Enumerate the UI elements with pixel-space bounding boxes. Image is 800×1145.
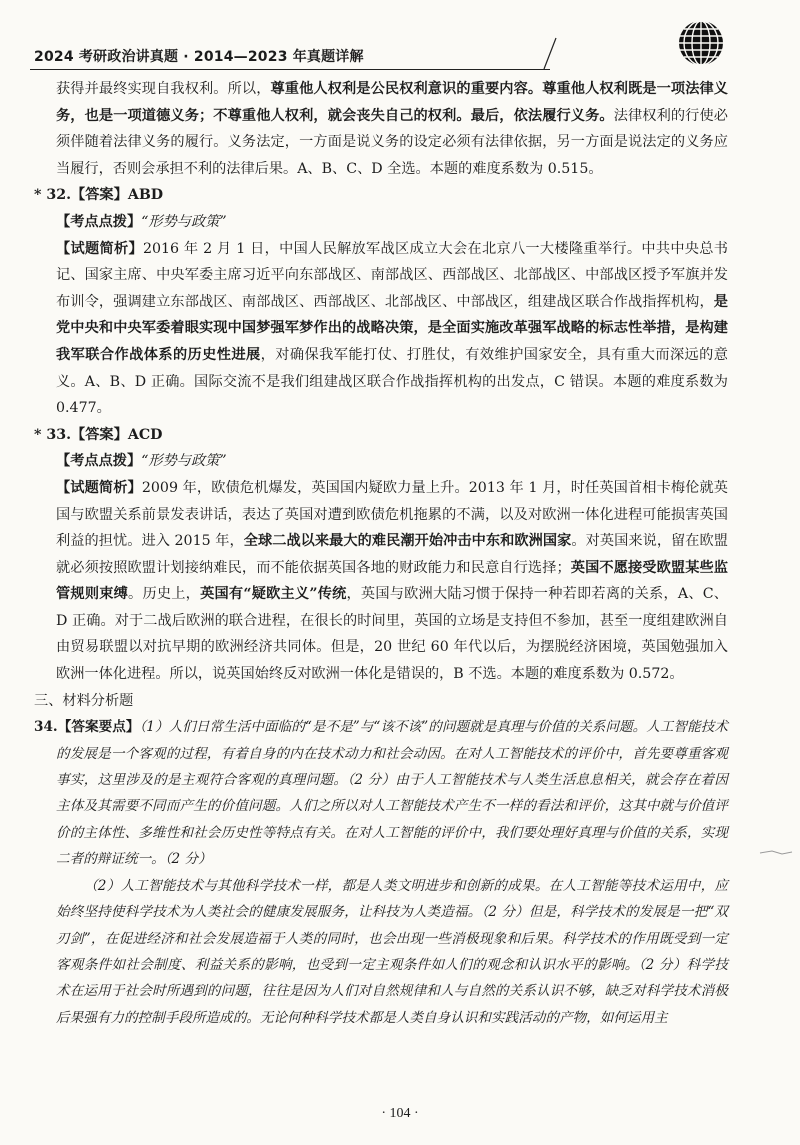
q32-answer-tag: 【答案】 [71, 187, 128, 204]
q32-number: * 32. [34, 187, 72, 204]
q33-point-line: 【考点点拨】“形势与政策” [56, 453, 227, 470]
q34-paragraph-1: 34.【答案要点】（1）人们日常生活中面临的“是不是”与“该不该”的问题就是真理与价值的关系问题。人工智能技术的发展是一个客观的过程，有着自身的内在技术动力和社会动因。在对人工智能技术的评价中，首先要尊重客观事实，这里涉及的是主观符合客观的真理问题。（2 分）由于人工智能技术与人类生活息息相关，就会存在着因主体及其需要不同而产生的价值问题。人们之所以对人工智能技术产生不一样的看法和评价，这其中就与价值评价的主体性、多维性和社会历史性等特点有关。在对人工智能的评价中，我们要处理好真理与价值的关系，实现二者的辩证统一。（2 分） [34, 719, 728, 868]
q33-answer: ACD [127, 426, 163, 443]
page-header [30, 36, 690, 70]
page-content [34, 76, 728, 1031]
q33-analysis: 【试题简析】2009 年，欧债危机爆发，英国国内疑欧力量上升。2013 年 1 月，时任英国首相卡梅伦就英国与欧盟关系前景发表讲话，表达了英国对遭到欧债危机拖累的不满，以及对欧洲一体化进程可能损害英国利益的担忧。进入 2015 年，全球二战以来最大的难民潮开始冲击中东和欧洲国家。对英国来说，留在欧盟就必须按照欧盟计划接纳难民，而不能依据英国各地的财政能力和民意自行选择；英国不愿接受欧盟某些监管规则束缚。历史上，英国有“疑欧主义”传统，英国与欧洲大陆习惯于保持一种若即若离的关系，A、C、D 正确。对于二战后欧洲的联合进程，在很长的时间里，英国的立场是支持但不参加，甚至一度组建欧洲自由贸易联盟以对抗早期的欧洲经济共同体。但是，20 世纪 60 年代以后，为摆脱经济困境，英国勉强加入欧洲一体化进程。所以，说英国始终反对欧洲一体化是错误的，B 不选。本题的难度系数为 0.572。 [56, 479, 728, 683]
section-title: 三、材料分析题 [34, 692, 134, 709]
q33-answer-tag: 【答案】 [71, 426, 128, 443]
q32-answer: ABD [127, 187, 164, 204]
q32-answer-line [34, 182, 728, 209]
q33-point: “形势与政策” [141, 453, 227, 470]
header-slant-divider [542, 36, 558, 70]
intro-paragraph: 获得并最终实现自我权利。所以，尊重他人权利是公民权利意识的重要内容。尊重他人权利既是一项法律义务，也是一项道德义务；不尊重他人权利，就会丧失自己的权利。最后，依法履行义务。法律权利的行使必须伴随着法律义务的履行。义务法定，一方面是说义务的设定必须有法律依据，另一方面是说法定的义务应当履行，否则会承担不利的法律后果。A、B、C、D 全选。本题的难度系数为 0.515。 [56, 81, 728, 177]
q32-point: “形势与政策” [141, 213, 227, 230]
q33-number: * 33. [34, 426, 72, 443]
q32-analysis: 【试题简析】2016 年 2 月 1 日，中国人民解放军战区成立大会在北京八一大楼隆重举行。中共中央总书记、国家主席、中央军委主席习近平向东部战区、南部战区、西部战区、北部战区、中部战区授予军旗并发布训令，强调建立东部战区、南部战区、西部战区、北部战区、中部战区，组建战区联合作战指挥机构，是党中央和中央军委着眼实现中国梦强军梦作出的战略决策，是全面实施改革强军战略的标志性举措，是构建我军联合作战体系的历史性进展，对确保我军能打仗、打胜仗，有效维护国家安全，具有重大而深远的意义。A、B、D 正确。国际交流不是我们组建战区联合作战指挥机构的出发点，C 错误。本题的难度系数为 0.477。 [56, 240, 728, 417]
intro-bold-text: 尊重他人权利是公民权利意识的重要内容。尊重他人权利既是一项法律义务，也是一项道德义务；不尊重他人权利，就会丧失自己的权利。最后，依法履行义务。 [56, 81, 728, 124]
q34-number: 34. [34, 719, 58, 736]
q33-answer-line [34, 422, 728, 449]
margin-mark [758, 848, 794, 858]
q34-answer-tag: 【答案要点】 [57, 719, 140, 736]
header-rule [30, 69, 550, 70]
page-number: · 104 · [381, 1106, 419, 1121]
q32-point-line: 【考点点拨】“形势与政策” [56, 213, 227, 230]
q34-paragraph-2: （2）人工智能技术与其他科学技术一样，都是人类文明进步和创新的成果。在人工智能等技术运用中，应始终坚持使科学技术为人类社会的健康发展服务，让科技为人类造福。（2 分）但是，科学技术的发展是一把“双刃剑”，在促进经济和社会发展造福于人类的同时，也会出现一些消极现象和后果。科学技术的作用既受到一定客观条件如社会制度、利益关系的影响，也受到一定主观条件如人们的观念和认识水平的影响。（2 分）科学技术在运用于社会时所遇到的问题，往往是因为人们对自然规律和人与自然的关系认识不够，缺乏对科学技术消极后果强有力的控制手段所造成的。无论何种科学技术都是人类自身认识和实践活动的产物，如何运用主 [56, 877, 728, 1026]
globe-icon [676, 18, 726, 68]
header-title: 2024 考研政治讲真题 · 2014—2023 年真题详解 [34, 49, 364, 65]
